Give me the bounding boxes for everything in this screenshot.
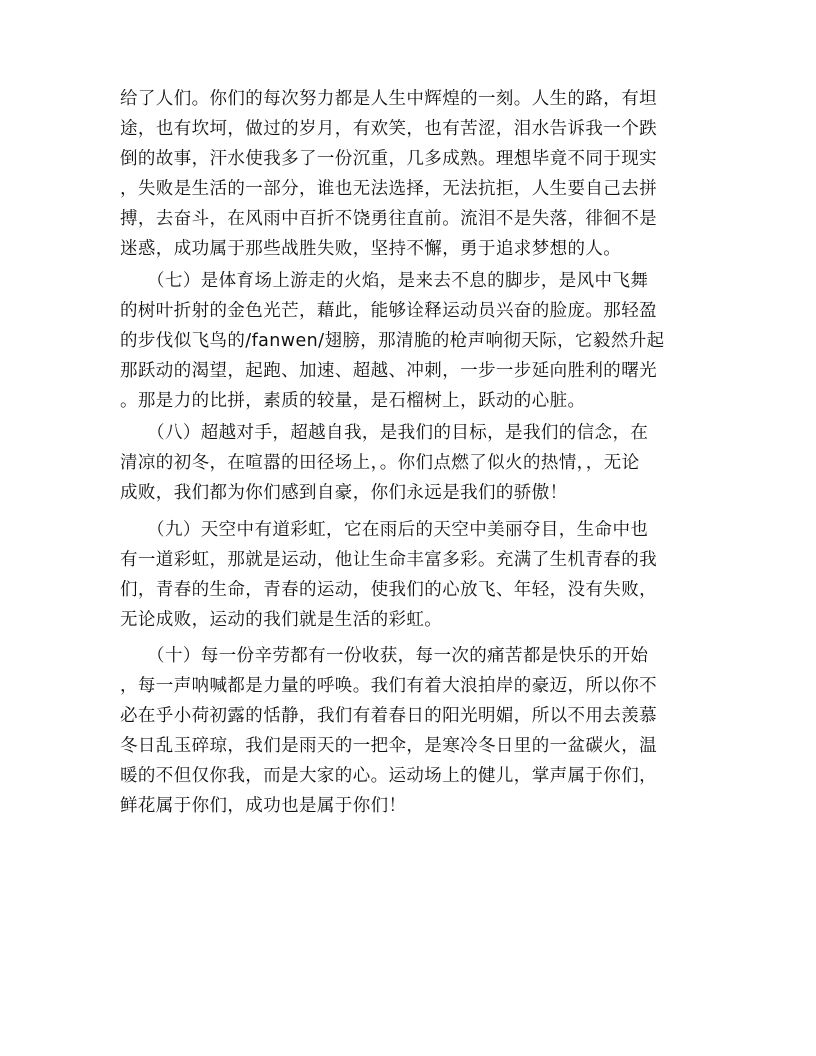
text-line: 。那是力的比拼，素质的较量，是石榴树上，跃动的心脏。 [120,391,586,411]
text-line: 清凉的初冬，在喧嚣的田径场上，。你们点燃了似火的热情，，无论 [120,453,640,473]
text-line: 的步伐似飞鸟的/fanwen/翅膀，那清脆的枪声响彻天际，它毅然升起 [120,331,665,351]
text-line: 无论成败，运动的我们就是生活的彩虹。 [120,610,443,630]
text-line: （八）超越对手，超越自我，是我们的目标，是我们的信念，在 [120,423,649,443]
text-line: 成败，我们都为你们感到自豪，你们永远是我们的骄傲！ [120,483,568,503]
text-line: 途，也有坎坷，做过的岁月，有欢笑，也有苦涩，泪水告诉我一个跌 [120,119,657,139]
text-line: （十）每一份辛劳都有一份收获，每一次的痛苦都是快乐的开始 [120,646,649,666]
text-line: 有一道彩虹，那就是运动，他让生命丰富多彩。充满了生机青春的我 [120,550,657,570]
text-line: 的树叶折射的金色光芒，藉此，能够诠释运动员兴奋的脸庞。那轻盈 [120,301,657,321]
text-line: 倒的故事，汗水使我多了一份沉重，几多成熟。理想毕竟不同于现实 [120,149,657,169]
text-line: 鲜花属于你们，成功也是属于你们！ [120,796,407,816]
text-line: （九）天空中有道彩虹，它在雨后的天空中美丽夺目，生命中也 [120,520,649,540]
text-line: 那跃动的渴望，起跑、加速、超越、冲刺，一步一步延向胜利的曙光 [120,361,657,381]
text-line: 迷惑，成功属于那些战胜失败，坚持不懈，勇于追求梦想的人。 [120,239,622,259]
text-line: 搏，去奋斗，在风雨中百折不饶勇往直前。流泪不是失落，徘徊不是 [120,209,657,229]
text-line: 们，青春的生命，青春的运动，使我们的心放飞、年轻，没有失败， [120,580,657,600]
text-line: 冬日乱玉碎琼，我们是雨天的一把伞，是寒冷冬日里的一盆碳火，温 [120,736,657,756]
text-line: ，每一声呐喊都是力量的呼唤。我们有着大浪拍岸的豪迈，所以你不 [120,676,657,696]
text-line: （七）是体育场上游走的火焰，是来去不息的脚步，是风中飞舞 [120,271,649,291]
text-line: 暖的不但仅你我，而是大家的心。运动场上的健儿，掌声属于你们， [120,766,657,786]
text-line: 给了人们。你们的每次努力都是人生中辉煌的一刻。人生的路，有坦 [120,89,657,109]
text-line: ，失败是生活的一部分，谁也无法选择，无法抗拒，人生要自己去拼 [120,179,657,199]
text-line: 必在乎小荷初露的恬静，我们有着春日的阳光明媚，所以不用去羡慕 [120,706,657,726]
